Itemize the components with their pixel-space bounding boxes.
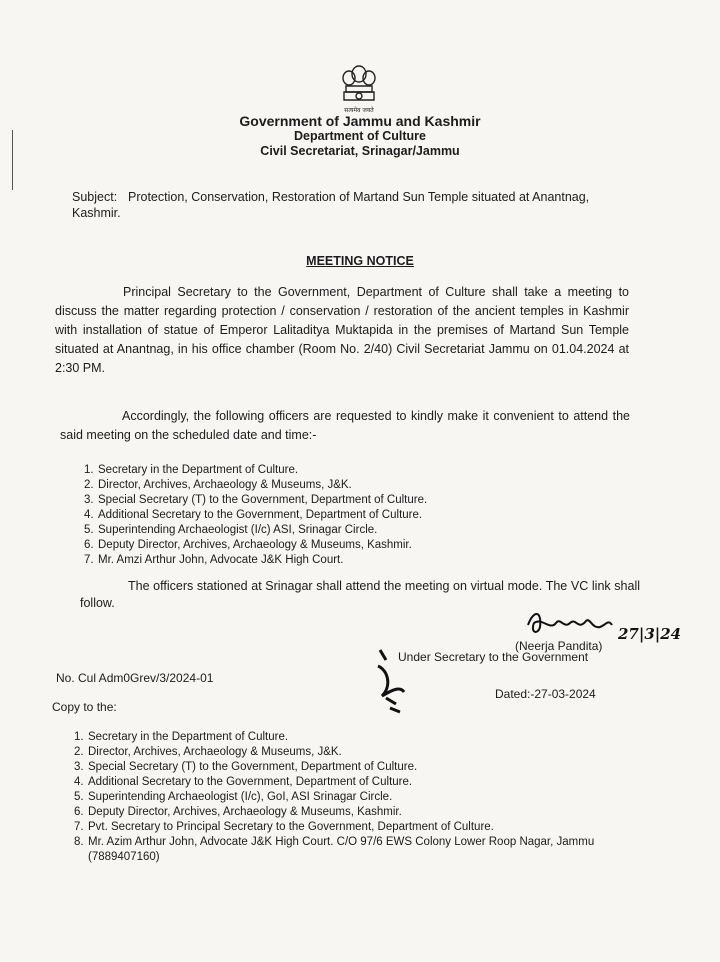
dated-line: Dated:-27-03-2024 (495, 687, 596, 701)
handwritten-initials (370, 646, 420, 716)
list-item: 2. Director, Archives, Archaeology & Museums, J&K. (84, 479, 352, 491)
list-item: 5. Superintending Archaeologist (I/c) ASI, Srinagar Circle. (84, 524, 378, 536)
signatory-name: (Neerja Pandita) (515, 639, 603, 653)
copy-to-label: Copy to the: (52, 700, 117, 714)
emblem-motto: सत्यमेव जयते (344, 107, 374, 114)
virtual-mode-paragraph: The officers stationed at Srinagar shall attend the meeting on virtual mode. The VC link shall follow. (80, 579, 640, 610)
list-item: 2. Director, Archives, Archaeology & Museums, J&K. (74, 746, 342, 758)
subject-text: Protection, Conservation, Restoration of Martand Sun Temple situated at Anantnag, Kashmir. (72, 190, 590, 220)
attendee-list (84, 463, 427, 568)
department-name: Department of Culture (294, 129, 426, 143)
list-item: 4. Additional Secretary to the Government, Department of Culture. (74, 776, 413, 788)
list-item: 1. Secretary in the Department of Culture. (74, 731, 289, 743)
list-item: 3. Special Secretary (T) to the Government, Department of Culture. (84, 494, 428, 506)
list-item: 7. Pvt. Secretary to Principal Secretary to the Government, Department of Culture. (74, 821, 494, 833)
list-item: 8. Mr. Azim Arthur John, Advocate J&K High Court. C/O 97/6 EWS Colony Lower Roop Nagar, Jammu (7889407160) (74, 836, 595, 863)
national-emblem-icon (336, 62, 382, 118)
notice-title: MEETING NOTICE (306, 254, 414, 268)
list-item: 7. Mr. Amzi Arthur John, Advocate J&K High Court. (84, 554, 344, 566)
government-name: Government of Jammu and Kashmir (239, 113, 481, 129)
letterhead (0, 114, 720, 159)
list-item: 4. Additional Secretary to the Government, Department of Culture. (84, 509, 423, 521)
subject-line (72, 189, 632, 221)
list-item: 6. Deputy Director, Archives, Archaeology & Museums, Kashmir. (84, 539, 412, 551)
copy-to-list (74, 730, 614, 865)
list-item: 1. Secretary in the Department of Culture. (84, 464, 299, 476)
meeting-paragraph: Principal Secretary to the Government, Department of Culture shall take a meeting to discuss the matter regarding protection / conservation / restoration of the ancient temples in Kashmir with installation of statue of Emperor Lalitaditya Muktapida in the premises of Martand Sun Temple situated at Anantnag, in his office chamber (Room No. 2/40) Civil Secretariat Jammu on 01.04.2024 at 2:30 PM. (55, 285, 629, 375)
signatory-designation: Under Secretary to the Government (398, 650, 589, 664)
subject-label: Subject: (72, 190, 118, 204)
list-item: 6. Deputy Director, Archives, Archaeology & Museums, Kashmir. (74, 806, 402, 818)
request-paragraph: Accordingly, the following officers are requested to kindly make it convenient to attend the said meeting on the scheduled date and time:- (60, 409, 630, 442)
file-number: No. Cul Adm0Grev/3/2024-01 (56, 671, 214, 685)
list-item: 5. Superintending Archaeologist (I/c), GoI, ASI Srinagar Circle. (74, 791, 393, 803)
signature-date-text: 27|3|24 (618, 625, 682, 643)
list-item: 3. Special Secretary (T) to the Government, Department of Culture. (74, 761, 418, 773)
office-address: Civil Secretariat, Srinagar/Jammu (260, 144, 460, 158)
